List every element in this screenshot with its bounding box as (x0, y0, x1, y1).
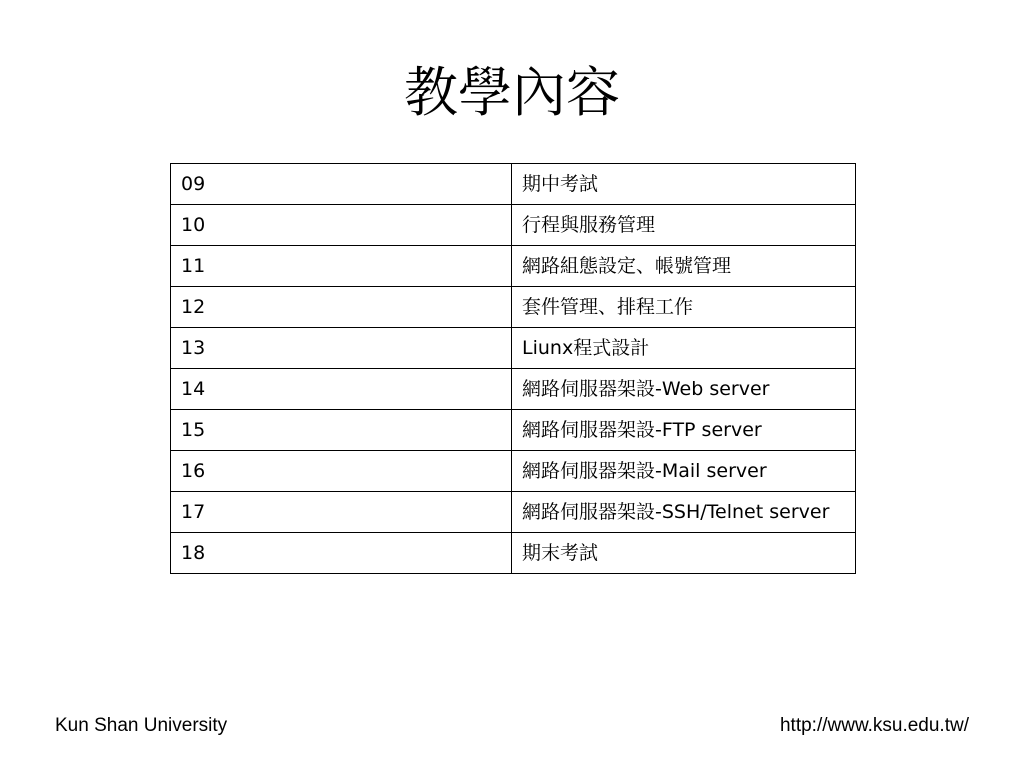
table-row (171, 533, 856, 574)
week-cell: 10 (171, 205, 512, 246)
table-row (171, 492, 856, 533)
table-row (171, 164, 856, 205)
table-row (171, 287, 856, 328)
table-row (171, 246, 856, 287)
table-row (171, 410, 856, 451)
topic-cell: 期中考試 (512, 164, 856, 205)
topic-cell: 網路伺服器架設-SSH/Telnet server (512, 492, 856, 533)
table-row (171, 451, 856, 492)
week-cell: 13 (171, 328, 512, 369)
week-cell: 14 (171, 369, 512, 410)
table-row (171, 328, 856, 369)
topic-cell: 網路伺服器架設-Web server (512, 369, 856, 410)
week-cell: 18 (171, 533, 512, 574)
course-schedule-table (170, 163, 856, 574)
topic-cell: 網路伺服器架設-Mail server (512, 451, 856, 492)
topic-cell: Liunx程式設計 (512, 328, 856, 369)
topic-cell: 套件管理、排程工作 (512, 287, 856, 328)
topic-cell: 網路伺服器架設-FTP server (512, 410, 856, 451)
table-row (171, 369, 856, 410)
topic-cell: 網路組態設定、帳號管理 (512, 246, 856, 287)
week-cell: 15 (171, 410, 512, 451)
week-cell: 12 (171, 287, 512, 328)
week-cell: 16 (171, 451, 512, 492)
week-cell: 09 (171, 164, 512, 205)
slide-title: 教學內容 (404, 61, 620, 124)
week-cell: 17 (171, 492, 512, 533)
table-row (171, 205, 856, 246)
topic-cell: 行程與服務管理 (512, 205, 856, 246)
footer-url: http://www.ksu.edu.tw/ (779, 715, 969, 736)
footer-organization: Kun Shan University (55, 715, 228, 736)
week-cell: 11 (171, 246, 512, 287)
topic-cell: 期末考試 (512, 533, 856, 574)
